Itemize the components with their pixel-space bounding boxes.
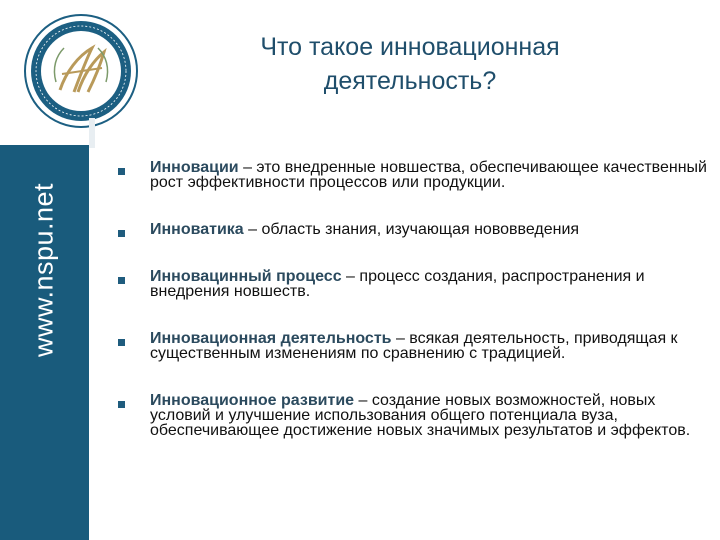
item-description: – это внедренные новшества, обеспечивающее качественный рост эффективности процессов или продукции. [150,159,707,191]
list-item [118,393,708,438]
item-term: Инноватика [150,221,244,238]
definition-list [118,160,708,438]
item-description: – процесс создания, распространения и внедрения новшеств. [150,268,645,300]
item-term: Инновации [150,159,239,176]
square-bullet-icon [118,168,125,175]
item-description: – область знания, изучающая нововведения [243,221,580,238]
logo-panel [0,0,89,145]
list-item [118,331,708,361]
slide-title: Что такое инновационная деятельность? [260,33,560,95]
sidebar-url: www.nspu.net [28,182,59,358]
item-term: Инновационное развитие [150,392,355,409]
university-seal-logo [22,12,140,130]
square-bullet-icon [118,339,125,346]
list-item [118,160,708,190]
item-term: Инновацинный процесс [150,268,342,285]
item-term: Инновационная деятельность [150,330,392,347]
list-item [118,222,708,237]
item-description: – всякая деятельность, приводящая к существенным изменениям по сравнению с традицией. [150,330,678,362]
list-item [118,269,708,299]
square-bullet-icon [118,230,125,237]
square-bullet-icon [118,277,125,284]
square-bullet-icon [118,401,125,408]
item-description: – создание новых возможностей, новых условий и улучшение использования общего потенциала вуза, обеспечивающее достижение новых значимых результатов и эффектов. [150,392,691,439]
